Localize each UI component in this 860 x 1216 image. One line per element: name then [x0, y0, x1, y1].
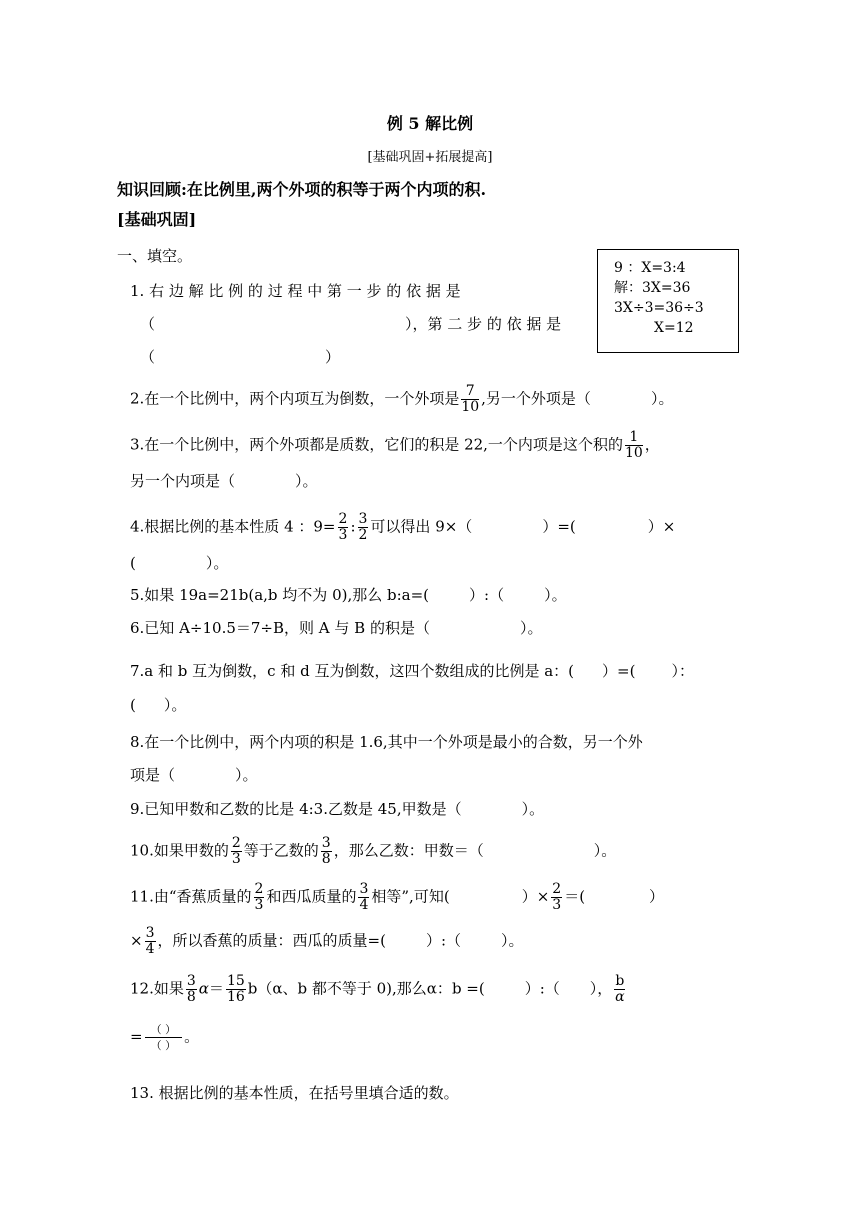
- q11-text4: ）×: [521, 887, 550, 906]
- q4-f2-num: 3: [358, 511, 368, 527]
- q3-line2: [130, 470, 318, 492]
- q11-line1: [130, 882, 664, 913]
- q1-line1: 1. 右 边 解 比 例 的 过 程 中 第 一 步 的 依 据 是: [130, 282, 461, 300]
- q12-f1-den: 8: [186, 989, 196, 1005]
- q12-blank-num: （ ）: [145, 1022, 183, 1038]
- q1-open2: （: [140, 348, 156, 366]
- q11-fraction3: [551, 882, 562, 913]
- q12-fraction-b-alpha: [614, 974, 625, 1005]
- q12-fraction1: [186, 974, 197, 1005]
- q7-end1: ）：: [671, 662, 694, 680]
- q11-end: ）。: [501, 931, 524, 950]
- q4-open: (: [130, 554, 136, 572]
- q11-text3: 相等”,可知(: [371, 887, 450, 906]
- q3-line1: [130, 430, 660, 461]
- q5-end: ）。: [544, 586, 567, 604]
- q11-f2-den: 4: [359, 897, 369, 913]
- box-line-4: X=12: [654, 320, 694, 336]
- q4-text: 4.根据比例的基本性质 4 ：9=: [130, 517, 336, 536]
- q3-text: 3.在一个比例中，两个外项都是质数，它们的积是 22,一个内项是这个积的: [130, 435, 623, 454]
- q2-text: 2.在一个比例中，两个内项互为倒数，一个外项是: [130, 389, 460, 408]
- q11-f4-den: 4: [145, 941, 155, 957]
- q2-num: 7: [461, 384, 479, 400]
- q2-line: [130, 384, 673, 415]
- q12-text4: ）:（: [524, 979, 560, 998]
- q9-end: ）。: [521, 800, 545, 818]
- box-line-3: 3X÷3=36÷3: [614, 300, 704, 316]
- q12-fb-num: b: [615, 973, 625, 989]
- q1-open: （: [140, 315, 156, 333]
- q11-fraction1: [254, 882, 265, 913]
- q11-f1-den: 3: [254, 897, 264, 913]
- box-line-1: 9 ：X=3:4: [614, 260, 686, 276]
- q10-fraction1: [231, 836, 242, 867]
- q11-fraction4: [145, 926, 156, 957]
- q3-text2: 另一个内项是（: [130, 472, 236, 490]
- q9-line: [130, 798, 544, 820]
- q10-f1-den: 3: [231, 851, 241, 867]
- q2-den: 10: [461, 399, 480, 415]
- q10-text3: ，那么乙数：甲数＝（: [333, 841, 484, 860]
- q12-blank-fraction: [145, 1022, 183, 1053]
- q11-text6: ）: [649, 887, 665, 906]
- doc-title: 例 5 解比例: [386, 114, 474, 133]
- q11-text5: ＝(: [564, 887, 586, 906]
- q4-end: ）。: [205, 554, 229, 572]
- q12-alpha: α: [198, 979, 209, 998]
- q4-fraction1: [338, 512, 349, 543]
- q7-line1: [130, 660, 694, 682]
- q7-end2: ）。: [163, 696, 187, 714]
- q4-text2: 可以得出 9×（: [370, 517, 473, 536]
- q2-fraction: [461, 384, 479, 415]
- q11-text2: 和西瓜质量的: [266, 887, 357, 906]
- q7-text: 7.a 和 b 互为倒数，c 和 d 互为倒数，这四个数组成的比例是 a：(: [130, 662, 575, 680]
- q8-text2: 项是（: [130, 766, 176, 784]
- q12-fb-den: α: [615, 989, 625, 1005]
- q1-line3: [140, 346, 340, 368]
- q5-mid: ）:（: [469, 586, 505, 604]
- knowledge-review: 知识回顾:在比例里,两个外项的积等于两个内项的积.: [117, 180, 487, 199]
- q4-line2: [130, 552, 228, 574]
- part-heading: 一、填空。: [117, 247, 193, 265]
- q11-text: 11.由“香蕉质量的: [130, 887, 252, 906]
- q12-line1: [130, 974, 627, 1005]
- q4-text3: ）=(: [542, 517, 576, 536]
- q11-text8: ）:（: [425, 931, 461, 950]
- q12-blank-den: （ ）: [150, 1039, 177, 1052]
- q7-open: (: [130, 696, 136, 714]
- q1-line2: [140, 313, 561, 335]
- q10-fraction2: [321, 836, 332, 867]
- q12-text: 12.如果: [130, 979, 184, 998]
- q4-text4: ）×: [647, 517, 676, 536]
- q11-fraction2: [358, 882, 369, 913]
- q6-end: ）。: [519, 619, 543, 637]
- q11-line2: [130, 926, 524, 957]
- q3-num: 1: [625, 430, 643, 446]
- doc-subtitle: [基础巩固+拓展提高]: [367, 150, 493, 165]
- q1-close2: ）: [325, 348, 341, 366]
- q12-text5: ），: [589, 979, 613, 998]
- q11-f3-den: 3: [552, 897, 562, 913]
- q4-f1-num: 2: [338, 511, 348, 527]
- q11-f4-num: 3: [145, 925, 155, 941]
- q11-f3-num: 2: [552, 881, 562, 897]
- q12-f2-num: 15: [226, 973, 245, 989]
- q10-text: 10.如果甲数的: [130, 841, 229, 860]
- q4-f1-den: 3: [338, 527, 348, 543]
- q10-line: [130, 836, 616, 867]
- q12-text2: b（α、b 都不等于 0),那么α：: [247, 979, 452, 998]
- q12-eq: ＝: [208, 979, 224, 998]
- q2-end: ）。: [650, 389, 674, 408]
- q4-line1: [130, 512, 675, 543]
- q3-fraction: [625, 430, 643, 461]
- q5-text: 5.如果 19a=21b(a,b 均不为 0),那么 b:a=(: [130, 586, 430, 604]
- q11-text7: ，所以香蕉的质量：西瓜的质量=(: [157, 931, 386, 950]
- q5-line: [130, 584, 567, 606]
- q7-mid: ）=(: [602, 662, 636, 680]
- box-line-2: 解：3X=36: [614, 280, 691, 296]
- q12-f1-num: 3: [186, 973, 196, 989]
- q12-line2: [130, 1022, 199, 1053]
- q11-f1-num: 2: [254, 881, 264, 897]
- q12-text3: b =(: [451, 979, 485, 998]
- q7-line2: [130, 694, 186, 716]
- q8-line2: [130, 764, 258, 786]
- q6-line: [130, 617, 542, 639]
- q3-den: 10: [624, 445, 643, 461]
- q6-text: 6.已知 A÷10.5＝7÷B，则 A 与 B 的积是（: [130, 619, 430, 637]
- q3-end: ）。: [295, 472, 318, 490]
- q9-text: 9.已知甲数和乙数的比是 4:3.乙数是 45,甲数是（: [130, 800, 462, 818]
- q4-f2-den: 2: [358, 527, 368, 543]
- q12-eq2: =: [130, 1027, 143, 1046]
- solution-box: [597, 249, 739, 353]
- q10-f2-num: 3: [321, 835, 331, 851]
- q12-fraction2: [226, 974, 246, 1005]
- q11-f2-num: 3: [359, 881, 369, 897]
- section-heading: [基础巩固]: [117, 210, 197, 229]
- q11-times: ×: [130, 931, 143, 950]
- q10-text2: 等于乙数的: [243, 841, 319, 860]
- q10-f1-num: 2: [231, 835, 241, 851]
- q4-colon: :: [350, 517, 356, 536]
- q1-mid: ），第 二 步 的 依 据 是: [405, 315, 562, 333]
- q8-line1: 8.在一个比例中，两个内项的积是 1.6,其中一个外项是最小的合数，另一个外: [130, 733, 643, 751]
- q12-end: 。: [184, 1027, 200, 1046]
- q10-end: ）。: [593, 841, 617, 860]
- q3-comma: ，: [644, 435, 660, 454]
- q8-end: ）。: [235, 766, 258, 784]
- q2-text2: ,另一个外项是（: [481, 389, 591, 408]
- q4-fraction2: [358, 512, 369, 543]
- q12-f2-den: 16: [226, 989, 245, 1005]
- q10-f2-den: 8: [321, 851, 331, 867]
- q13-line: 13. 根据比例的基本性质，在括号里填合适的数。: [130, 1084, 459, 1102]
